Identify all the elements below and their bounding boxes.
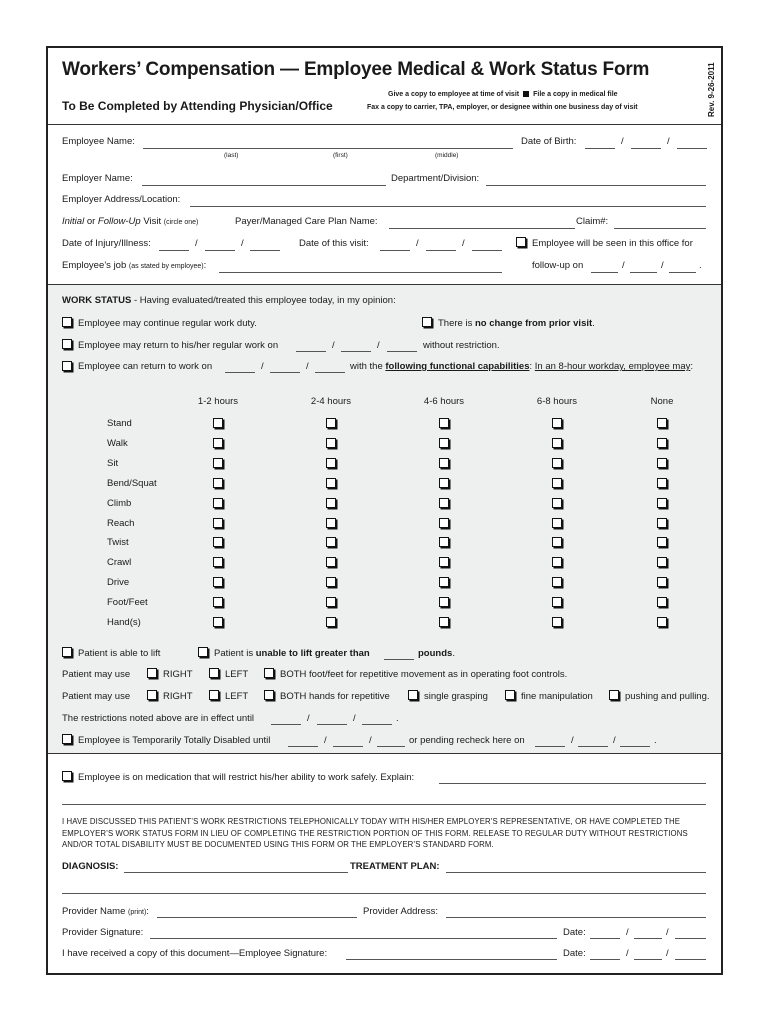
employer-name-field[interactable] [142,185,386,186]
department-label: Department/Division: [391,173,480,184]
right-foot-checkbox[interactable] [147,668,157,678]
slash: / [261,361,264,372]
capability-checkbox[interactable] [213,518,223,528]
activity-label: Stand [107,418,132,429]
slash: / [416,238,419,249]
claim-label: Claim#: [576,216,609,227]
injury-day-field[interactable] [205,250,235,251]
may-use-label-hands: Patient may use [62,691,131,702]
form-title: Workers’ Compensation — Employee Medical & Work Status Form [62,59,650,80]
period: . [654,735,657,746]
provider-date-label: Date: [563,927,586,938]
disabled-checkbox[interactable] [62,734,72,744]
return-regular-label: Employee may return to his/her regular work on [78,340,279,351]
slash: / [462,238,465,249]
employee-date-label: Date: [563,948,586,959]
employee-date-year-field[interactable] [675,959,706,960]
capability-checkbox[interactable] [326,458,336,468]
slash: / [622,260,625,271]
activity-label: Foot/Feet [107,597,148,609]
visit-date-label: Date of this visit: [299,238,369,249]
capability-checkbox[interactable] [552,597,562,607]
slash: / [241,238,244,249]
capability-checkbox[interactable] [326,518,336,528]
capability-checkbox[interactable] [552,478,562,488]
period: . [699,260,702,271]
slash: / [621,136,624,147]
right-hand-checkbox[interactable] [147,690,157,700]
disabled-month-field[interactable] [288,746,318,747]
activity-label: Climb [107,497,132,509]
fine-manipulation-label: fine manipulation [521,691,593,702]
slash: / [666,927,669,938]
may-use-label-feet: Patient may use [62,669,131,680]
activity-label: Crawl [107,557,132,569]
medication-checkbox[interactable] [62,771,72,781]
return-regular-month-field[interactable] [296,351,326,352]
capability-checkbox[interactable] [552,518,562,528]
regular-duty-checkbox[interactable] [62,317,72,327]
restrictions-year-field[interactable] [362,724,392,725]
diagnosis-label: DIAGNOSIS: [62,861,119,872]
slash: / [626,927,629,938]
regular-duty-label: Employee may continue regular work duty. [78,318,257,329]
capability-checkbox[interactable] [326,498,336,508]
employer-address-label: Employer Address/Location: [62,194,181,205]
capability-checkbox[interactable] [326,557,336,567]
left-hand-checkbox[interactable] [209,690,219,700]
capability-checkbox[interactable] [326,577,336,587]
column-header: 2-4 hours [310,396,352,407]
return-regular-year-field[interactable] [387,351,417,352]
capability-checkbox[interactable] [213,438,223,448]
both-feet-checkbox[interactable] [264,668,274,678]
visit-type-selector[interactable] [62,216,198,227]
dob-month-field[interactable] [585,148,615,149]
medication-explain-field-2[interactable] [62,804,706,805]
provider-name-field[interactable] [157,917,357,918]
payer-label: Payer/Managed Care Plan Name: [235,216,378,227]
both-hands-label: BOTH hands for repetitive [280,691,390,702]
provider-signature-field[interactable] [150,938,557,939]
left-label: LEFT [225,691,249,702]
provider-date-year-field[interactable] [675,938,706,939]
capability-checkbox[interactable] [552,418,562,428]
bullet-square-icon [523,91,529,97]
circle-one-note: (circle one) [163,219,199,226]
unable-to-lift-label: Patient is unable to lift greater than [214,648,370,659]
followup-day-field[interactable] [630,272,657,273]
slash: / [332,340,335,351]
slash: / [195,238,198,249]
column-header: 4-6 hours [423,396,465,407]
slash: / [667,136,670,147]
injury-month-field[interactable] [159,250,189,251]
capability-checkbox[interactable] [213,478,223,488]
capability-checkbox[interactable] [657,518,667,528]
capability-checkbox[interactable] [213,557,223,567]
restrictions-day-field[interactable] [317,724,347,725]
medication-label: Employee is on medication that will restrict his/her ability to work safely. Explain: [78,772,415,783]
column-header: None [650,396,674,407]
employee-signature-field[interactable] [346,959,557,960]
provider-date-day-field[interactable] [634,938,662,939]
column-header: 6-8 hours [536,396,578,407]
return-regular-day-field[interactable] [341,351,371,352]
followup-option[interactable]: Follow-Up [97,216,141,227]
medication-explain-field[interactable] [439,783,706,784]
followup-month-field[interactable] [591,272,618,273]
department-field[interactable] [486,185,706,186]
activity-label: Reach [107,517,135,529]
capability-checkbox[interactable] [552,537,562,547]
capability-checkbox[interactable] [657,577,667,587]
dob-day-field[interactable] [631,148,661,149]
return-work-label: Employee can return to work on [78,361,213,372]
employee-name-field[interactable] [143,148,513,149]
capability-checkbox[interactable] [439,577,449,587]
provider-address-field[interactable] [446,917,706,918]
activity-label: Bend/Squat [107,477,157,489]
pounds-field[interactable] [384,659,414,660]
unable-to-lift-checkbox[interactable] [198,647,208,657]
activity-label: Walk [107,437,128,449]
revision-date: Rev. 9-26-2011 [707,62,716,117]
provider-date-month-field[interactable] [590,938,620,939]
slash: / [571,735,574,746]
activity-label: Drive [107,577,130,589]
capability-checkbox[interactable] [439,438,449,448]
able-to-lift-checkbox[interactable] [62,647,72,657]
capability-checkbox[interactable] [439,597,449,607]
provider-signature-label: Provider Signature: [62,927,144,938]
seen-in-office-checkbox[interactable] [516,237,526,247]
employee-date-month-field[interactable] [590,959,620,960]
left-foot-checkbox[interactable] [209,668,219,678]
slash: / [666,948,669,959]
capability-checkbox[interactable] [439,518,449,528]
no-change-label: There is no change from prior visit. [438,318,595,329]
diagnosis-continued-field[interactable] [62,893,706,894]
treatment-plan-field[interactable] [446,872,706,873]
last-caption: (last) [224,152,239,159]
capability-checkbox[interactable] [657,418,667,428]
capability-checkbox[interactable] [657,458,667,468]
injury-year-field[interactable] [250,250,280,251]
capability-checkbox[interactable] [326,478,336,488]
claim-field[interactable] [614,228,706,229]
middle-caption: (middle) [435,152,459,159]
restrictions-month-field[interactable] [271,724,301,725]
return-work-day-field[interactable] [270,372,300,373]
slash: / [369,735,372,746]
employee-received-label: I have received a copy of this document—Employee Signature: [62,948,328,959]
treatment-plan-label: TREATMENT PLAN: [350,861,440,872]
capability-checkbox[interactable] [552,498,562,508]
form-subtitle: To Be Completed by Attending Physician/Office [62,99,333,113]
pushing-pulling-checkbox[interactable] [609,690,619,700]
functional-capabilities-label: with the following functional capabilities: In an 8-hour workday, employee may: [350,361,694,372]
left-label: LEFT [225,669,249,680]
or-text: or [86,216,96,227]
right-label: RIGHT [163,669,193,680]
capability-checkbox[interactable] [213,577,223,587]
employee-job-label: Employee’s job (as stated by employee): [62,260,207,271]
single-grasping-checkbox[interactable] [408,690,418,700]
instruction-line-1: Give a copy to employee at time of visit File a copy in medical file [388,91,618,98]
slash: / [306,361,309,372]
activity-label: Hand(s) [107,617,141,628]
recheck-year-field[interactable] [620,746,650,747]
capability-checkbox[interactable] [439,458,449,468]
slash: / [613,735,616,746]
visit-year-field[interactable] [472,250,502,251]
diagnosis-field[interactable] [124,872,348,873]
capability-checkbox[interactable] [326,418,336,428]
recheck-day-field[interactable] [578,746,608,747]
capability-checkbox[interactable] [657,498,667,508]
attestation-paragraph: I HAVE DISCUSSED THIS PATIENT’S WORK RESTRICTIONS TELEPHONICALLY TODAY WITH HIS/HER EMPLOYER’S REPRESENTATIVE, OR HAVE COMPLETED THE EMPLOYER’S WORK STATUS FORM IN LIEU OF COMPLETING THE RESTRICTION PORTION OF THIS FORM. RELEASE TO REGULAR DUTY WITHOUT RESTRICTIONS AND/OR TOTAL DISABILITY MUST BE DOCUMENTED USING THIS FORM OR THE EMPLOYER’S STANDARD FORM. [62,817,688,849]
visit-text: Visit [143,216,162,227]
seen-in-office-label: Employee will be seen in this office for [532,238,693,249]
employer-address-field[interactable] [190,206,706,207]
slash: / [324,735,327,746]
slash: / [377,340,380,351]
disabled-day-field[interactable] [333,746,363,747]
capability-checkbox[interactable] [439,617,449,627]
followup-year-field[interactable] [669,272,696,273]
capability-checkbox[interactable] [657,597,667,607]
employee-date-day-field[interactable] [634,959,662,960]
right-label: RIGHT [163,691,193,702]
slash: / [353,713,356,724]
dob-year-field[interactable] [677,148,707,149]
capability-checkbox[interactable] [439,557,449,567]
visit-month-field[interactable] [380,250,410,251]
without-restriction-label: without restriction. [423,340,500,351]
disabled-label: Employee is Temporarily Totally Disabled until [78,735,271,746]
restrictions-until-label: The restrictions noted above are in effect until [62,713,255,724]
employee-job-field[interactable] [219,272,502,273]
injury-date-label: Date of Injury/Illness: [62,238,151,249]
return-work-year-field[interactable] [315,372,345,373]
fine-manipulation-checkbox[interactable] [505,690,515,700]
both-feet-label: BOTH foot/feet for repetitive movement as in operating foot controls. [280,669,568,680]
pushing-pulling-label: pushing and pulling. [625,691,710,702]
capability-checkbox[interactable] [657,537,667,547]
recheck-month-field[interactable] [535,746,565,747]
capability-checkbox[interactable] [657,557,667,567]
capability-checkbox[interactable] [439,478,449,488]
capability-checkbox[interactable] [439,537,449,547]
return-work-month-field[interactable] [225,372,255,373]
capability-checkbox[interactable] [657,478,667,488]
return-work-checkbox[interactable] [62,361,72,371]
work-status-section [48,284,721,754]
payer-field[interactable] [389,228,575,229]
capability-checkbox[interactable] [326,537,336,547]
both-hands-checkbox[interactable] [264,690,274,700]
capability-checkbox[interactable] [326,617,336,627]
period: . [396,713,399,724]
slash: / [661,260,664,271]
header-divider [48,124,721,125]
followup-label: follow-up on [532,260,584,271]
pounds-label: pounds. [418,648,455,659]
visit-day-field[interactable] [426,250,456,251]
capability-checkbox[interactable] [439,418,449,428]
capability-checkbox[interactable] [213,617,223,627]
activity-label: Sit [107,457,119,469]
capability-checkbox[interactable] [326,597,336,607]
first-caption: (first) [333,152,348,159]
capability-checkbox[interactable] [657,438,667,448]
dob-label: Date of Birth: [521,136,577,147]
capability-checkbox[interactable] [213,537,223,547]
capability-checkbox[interactable] [552,458,562,468]
single-grasping-label: single grasping [424,691,488,702]
capability-checkbox[interactable] [213,458,223,468]
employer-name-label: Employer Name: [62,173,133,184]
slash: / [626,948,629,959]
disabled-year-field[interactable] [377,746,405,747]
capability-checkbox[interactable] [552,577,562,587]
capability-checkbox[interactable] [213,597,223,607]
no-change-checkbox[interactable] [422,317,432,327]
capability-checkbox[interactable] [657,617,667,627]
return-regular-checkbox[interactable] [62,339,72,349]
capability-checkbox[interactable] [439,498,449,508]
column-header: 1-2 hours [197,396,239,407]
capability-checkbox[interactable] [552,557,562,567]
activity-label: Twist [107,537,129,549]
capability-checkbox[interactable] [213,418,223,428]
instruction-line-2: Fax a copy to carrier, TPA, employer, or designee within one business day of visit [367,104,638,111]
capability-checkbox[interactable] [552,438,562,448]
provider-name-label: Provider Name (print): [62,906,149,917]
initial-option[interactable]: Initial [62,216,85,227]
recheck-label: or pending recheck here on [409,735,525,746]
able-to-lift-label: Patient is able to lift [78,648,161,659]
capability-checkbox[interactable] [213,498,223,508]
capability-checkbox[interactable] [552,617,562,627]
employee-name-label: Employee Name: [62,136,135,147]
provider-address-label: Provider Address: [363,906,438,917]
capability-checkbox[interactable] [326,438,336,448]
work-status-heading: WORK STATUS - Having evaluated/treated this employee today, in my opinion: [62,295,396,306]
slash: / [307,713,310,724]
